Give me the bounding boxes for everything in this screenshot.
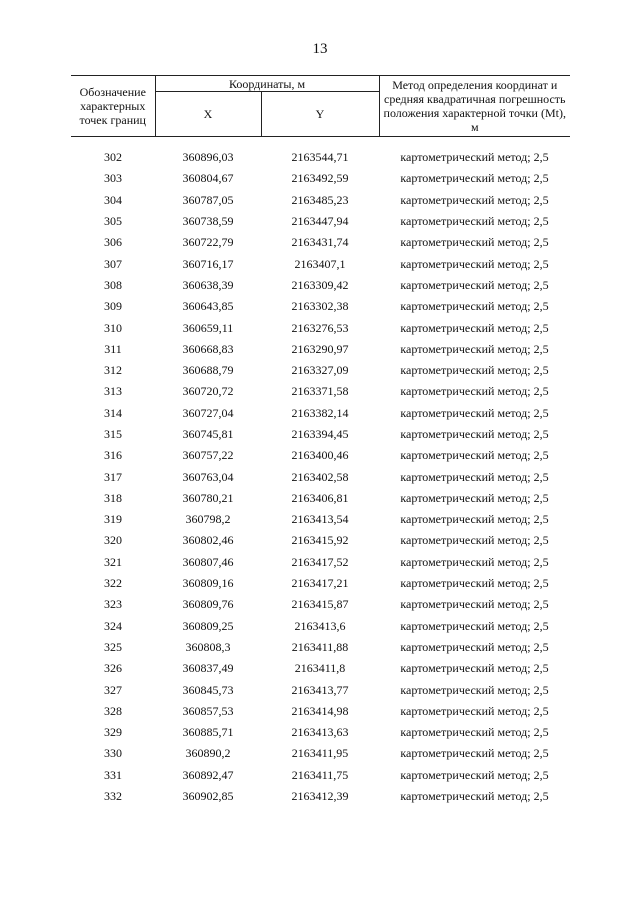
point-cell: 303: [104, 171, 122, 186]
y-cell: 2163407,1: [294, 256, 346, 271]
y-cell: 2163412,39: [291, 789, 349, 804]
x-cell: 360716,17: [182, 256, 234, 271]
x-cell: 360885,71: [182, 725, 234, 740]
x-cell: 360837,49: [182, 661, 234, 676]
x-cell: 360787,05: [182, 192, 234, 207]
table-row: [71, 530, 570, 551]
method-cell: картометрический метод; 2,5: [400, 405, 549, 420]
method-cell: картометрический метод; 2,5: [400, 576, 549, 591]
x-cell: 360807,46: [182, 554, 234, 569]
y-cell: 2163394,45: [291, 427, 349, 441]
y-cell: 2163406,81: [291, 490, 349, 505]
method-cell: картометрический метод; 2,5: [400, 746, 549, 761]
coordinates-table: [71, 75, 570, 807]
y-cell: 2163544,71: [291, 150, 349, 165]
method-cell: картометрический метод; 2,5: [400, 150, 549, 165]
point-cell: 302: [104, 150, 122, 165]
x-cell: 360780,21: [182, 490, 234, 505]
table-row: [71, 573, 570, 594]
method-cell: картометрический метод; 2,5: [400, 235, 549, 250]
page-number: 13: [312, 41, 328, 57]
x-cell: 360727,04: [182, 405, 234, 420]
point-cell: 319: [104, 512, 122, 527]
x-cell: 360738,59: [182, 214, 234, 229]
x-cell: 360808,3: [185, 639, 231, 654]
table-row: [71, 552, 570, 573]
point-cell: 311: [104, 341, 122, 356]
x-cell: 360659,11: [182, 320, 234, 335]
y-cell: 2163413,63: [291, 725, 349, 740]
y-cell: 2163417,52: [291, 554, 349, 569]
y-cell: 2163400,46: [291, 448, 349, 463]
method-cell: картометрический метод; 2,5: [400, 171, 549, 186]
y-cell: 2163447,94: [291, 214, 349, 229]
table-row: [71, 168, 570, 189]
method-cell: картометрический метод; 2,5: [400, 277, 549, 292]
point-cell: 331: [104, 767, 122, 782]
x-cell: 360896,03: [182, 150, 234, 165]
point-cell: 326: [104, 661, 122, 676]
x-cell: 360688,79: [182, 363, 234, 378]
x-cell: 360757,22: [182, 448, 234, 463]
table-row: [71, 786, 570, 807]
method-cell: картометрический метод; 2,5: [400, 703, 549, 718]
y-cell: 2163492,59: [291, 171, 349, 186]
table-row: [71, 232, 570, 253]
method-cell: картометрический метод; 2,5: [400, 320, 549, 335]
method-cell: картометрический метод; 2,5: [400, 192, 549, 207]
point-cell: 305: [104, 214, 122, 229]
x-cell: 360802,46: [182, 533, 234, 548]
point-cell: 327: [104, 682, 122, 697]
point-cell: 308: [104, 277, 122, 292]
method-cell: картометрический метод; 2,5: [400, 767, 549, 782]
method-cell: картометрический метод; 2,5: [400, 299, 549, 314]
y-cell: 2163411,75: [291, 767, 349, 782]
x-cell: 360809,76: [182, 597, 234, 612]
method-cell: картометрический метод; 2,5: [400, 256, 549, 271]
method-cell: картометрический метод; 2,5: [400, 427, 549, 441]
method-cell: картометрический метод; 2,5: [400, 469, 549, 484]
point-cell: 310: [104, 320, 122, 335]
point-cell: 332: [104, 789, 122, 804]
method-cell: картометрический метод; 2,5: [400, 512, 549, 527]
table-row: [71, 509, 570, 530]
method-cell: картометрический метод; 2,5: [400, 597, 549, 612]
header-designation: Обозначение характерных точек границ: [71, 76, 155, 137]
x-cell: 360720,72: [182, 384, 234, 399]
point-cell: 317: [104, 469, 122, 484]
table-row: [71, 339, 570, 360]
method-cell: картометрический метод; 2,5: [400, 682, 549, 697]
method-cell: картометрический метод; 2,5: [400, 341, 549, 356]
x-cell: 360643,85: [182, 299, 234, 314]
x-cell: 360763,04: [182, 469, 234, 484]
y-cell: 2163413,54: [291, 512, 349, 527]
table-row: [71, 211, 570, 232]
header-x: X: [155, 92, 261, 137]
x-cell: 360809,16: [182, 576, 234, 591]
y-cell: 2163485,23: [291, 192, 349, 207]
y-cell: 2163431,74: [291, 235, 349, 250]
point-cell: 324: [104, 618, 122, 633]
point-cell: 321: [104, 554, 122, 569]
y-cell: 2163411,88: [291, 639, 349, 654]
y-cell: 2163302,38: [291, 299, 349, 314]
x-cell: 360890,2: [185, 746, 231, 761]
point-cell: 320: [104, 533, 122, 548]
y-cell: 2163415,92: [291, 533, 349, 548]
x-cell: 360902,85: [182, 789, 234, 804]
table-row: [71, 488, 570, 509]
x-cell: 360804,67: [182, 171, 234, 186]
table-row: [71, 616, 570, 637]
table-row: [71, 296, 570, 317]
point-cell: 328: [104, 703, 122, 718]
header-y: Y: [261, 92, 379, 137]
table-row: [71, 743, 570, 764]
table-row: [71, 701, 570, 722]
method-cell: картометрический метод; 2,5: [400, 533, 549, 548]
x-cell: 360798,2: [185, 512, 231, 527]
table-row: [71, 190, 570, 211]
method-cell: картометрический метод; 2,5: [400, 725, 549, 740]
header-method: Метод определения координат и средняя квадратичная погрешность положения характерной точки (Мt), м: [379, 76, 570, 137]
table-header: [71, 76, 570, 137]
point-cell: 330: [104, 746, 122, 761]
method-cell: картометрический метод; 2,5: [400, 639, 549, 654]
point-cell: 309: [104, 299, 122, 314]
method-cell: картометрический метод; 2,5: [400, 490, 549, 505]
x-cell: 360809,25: [182, 618, 234, 633]
y-cell: 2163413,77: [291, 682, 349, 697]
method-cell: картометрический метод; 2,5: [400, 661, 549, 676]
point-cell: 318: [104, 490, 122, 505]
table-row: [71, 765, 570, 786]
table-row: [71, 679, 570, 700]
point-cell: 313: [104, 384, 122, 399]
y-cell: 2163371,58: [291, 384, 349, 399]
y-cell: 2163417,21: [291, 576, 349, 591]
point-cell: 306: [104, 235, 122, 250]
y-cell: 2163382,14: [291, 405, 349, 420]
point-cell: 314: [104, 405, 122, 420]
point-cell: 323: [104, 597, 122, 612]
table-row: [71, 424, 570, 445]
point-cell: 307: [104, 256, 122, 271]
y-cell: 2163327,09: [291, 363, 349, 378]
y-cell: 2163415,87: [291, 597, 349, 612]
method-cell: картометрический метод; 2,5: [400, 618, 549, 633]
table-row: [71, 722, 570, 743]
x-cell: 360845,73: [182, 682, 234, 697]
point-cell: 322: [104, 576, 122, 591]
table-body: [71, 137, 570, 808]
table-row: [71, 147, 570, 168]
method-cell: картометрический метод; 2,5: [400, 789, 549, 804]
table-row: [71, 403, 570, 424]
y-cell: 2163290,97: [291, 341, 349, 356]
y-cell: 2163276,53: [291, 320, 349, 335]
x-cell: 360857,53: [182, 703, 234, 718]
table-row: [71, 381, 570, 402]
method-cell: картометрический метод; 2,5: [400, 384, 549, 399]
y-cell: 2163411,8: [294, 661, 346, 676]
y-cell: 2163413,6: [294, 618, 346, 633]
y-cell: 2163414,98: [291, 703, 349, 718]
table-row: [71, 594, 570, 615]
x-cell: 360668,83: [182, 341, 234, 356]
y-cell: 2163411,95: [291, 746, 349, 761]
table-row: [71, 275, 570, 296]
x-cell: 360892,47: [182, 767, 234, 782]
method-cell: картометрический метод; 2,5: [400, 214, 549, 229]
table-row: [71, 317, 570, 338]
table-row: [71, 360, 570, 381]
point-cell: 304: [104, 192, 122, 207]
y-cell: 2163309,42: [291, 277, 349, 292]
table-row: [71, 637, 570, 658]
table-row: [71, 445, 570, 466]
point-cell: 325: [104, 639, 122, 654]
point-cell: 312: [104, 363, 122, 378]
table-row: [71, 253, 570, 274]
table-row: [71, 658, 570, 679]
x-cell: 360722,79: [182, 235, 234, 250]
method-cell: картометрический метод; 2,5: [400, 554, 549, 569]
method-cell: картометрический метод; 2,5: [400, 448, 549, 463]
point-cell: 329: [104, 725, 122, 740]
y-cell: 2163402,58: [291, 469, 349, 484]
x-cell: 360638,39: [182, 277, 234, 292]
x-cell: 360745,81: [182, 427, 234, 441]
table-row: [71, 466, 570, 487]
header-coordinates: Координаты, м: [155, 76, 379, 92]
method-cell: картометрический метод; 2,5: [400, 363, 549, 378]
point-cell: 315: [104, 427, 122, 441]
point-cell: 316: [104, 448, 122, 463]
